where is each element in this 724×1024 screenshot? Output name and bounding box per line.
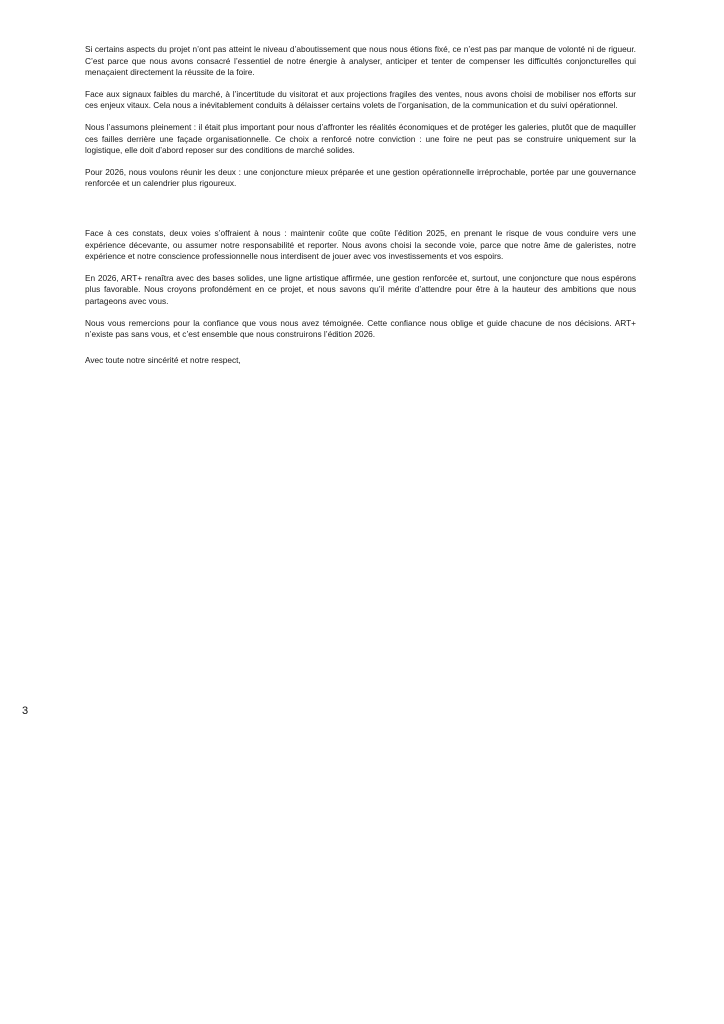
letter-body — [85, 44, 636, 375]
page-number: 3 — [22, 705, 29, 717]
paragraph-two-paths: Face à ces constats, deux voies s’offraient à nous : maintenir coûte que coûte l’édition 2025, en prenant le risque de vous conduire vers une expérience décevante, ou assumer notre responsabilité et reporter. Nous avons choisi la seconde voie, parce que notre âme de galeristes, notre expérience et notre conscience professionnelle nous interdisent de jouer avec vos investissements et vos espoirs. — [85, 227, 636, 262]
paragraph-project-aspects: Si certains aspects du projet n’ont pas atteint le niveau d’aboutissement que nous nous étions fixé, ce n’est pas par manque de volonté ni de rigueur. C’est parce que nous avons consacré l’essentiel de notre énergie à analyser, anticiper et tenter de compenser les difficultés conjoncturelles qui menaçaient directement la réussite de la foire. — [85, 44, 636, 78]
paragraph-artplus-2026: En 2026, ART+ renaîtra avec des bases solides, une ligne artistique affirmée, une gestion renforcée et, surtout, une conjoncture que nous espérons plus favorable. Nous croyons profondément en ce projet, et nous savons qu’il mérite d’attendre pour être à la hauteur des ambitions que nous partageons avec vous. — [85, 272, 636, 306]
closing-salutation: Avec toute notre sincérité et notre respect, — [85, 354, 241, 365]
paragraph-we-assume: Nous l’assumons pleinement : il était plus important pour nous d’affronter les réalités économiques et de protéger les galeries, plutôt que de maquiller ces failles derrière une façade organisationnelle. Ce choix a renforcé notre conviction : une foire ne peut pas se construire uniquement sur la logistique, elle doit d’abord reposer sur des conditions de marché solides. — [85, 121, 636, 156]
paragraph-market-signals: Face aux signaux faibles du marché, à l’incertitude du visitorat et aux projections fragiles des ventes, nous avons choisi de mobiliser nos efforts sur ces enjeux vitaux. Cela nous a inévitablement conduits à délaisser certains volets de l’organisation, de la communication et du suivi opérationnel. — [85, 88, 636, 111]
section-spacer — [85, 200, 636, 228]
paragraph-thanks: Nous vous remercions pour la confiance que vous nous avez témoignée. Cette confiance nous oblige et guide chacune de nos décisions. ART+ n’existe pas sans vous, et c’est ensemble que nous construirons l’édition 2026. — [85, 317, 636, 340]
paragraph-plans-2026: Pour 2026, nous voulons réunir les deux : une conjoncture mieux préparée et une gestion opérationnelle irréprochable, portée par une gouvernance renforcée et un calendrier plus rigoureux. — [85, 166, 636, 189]
